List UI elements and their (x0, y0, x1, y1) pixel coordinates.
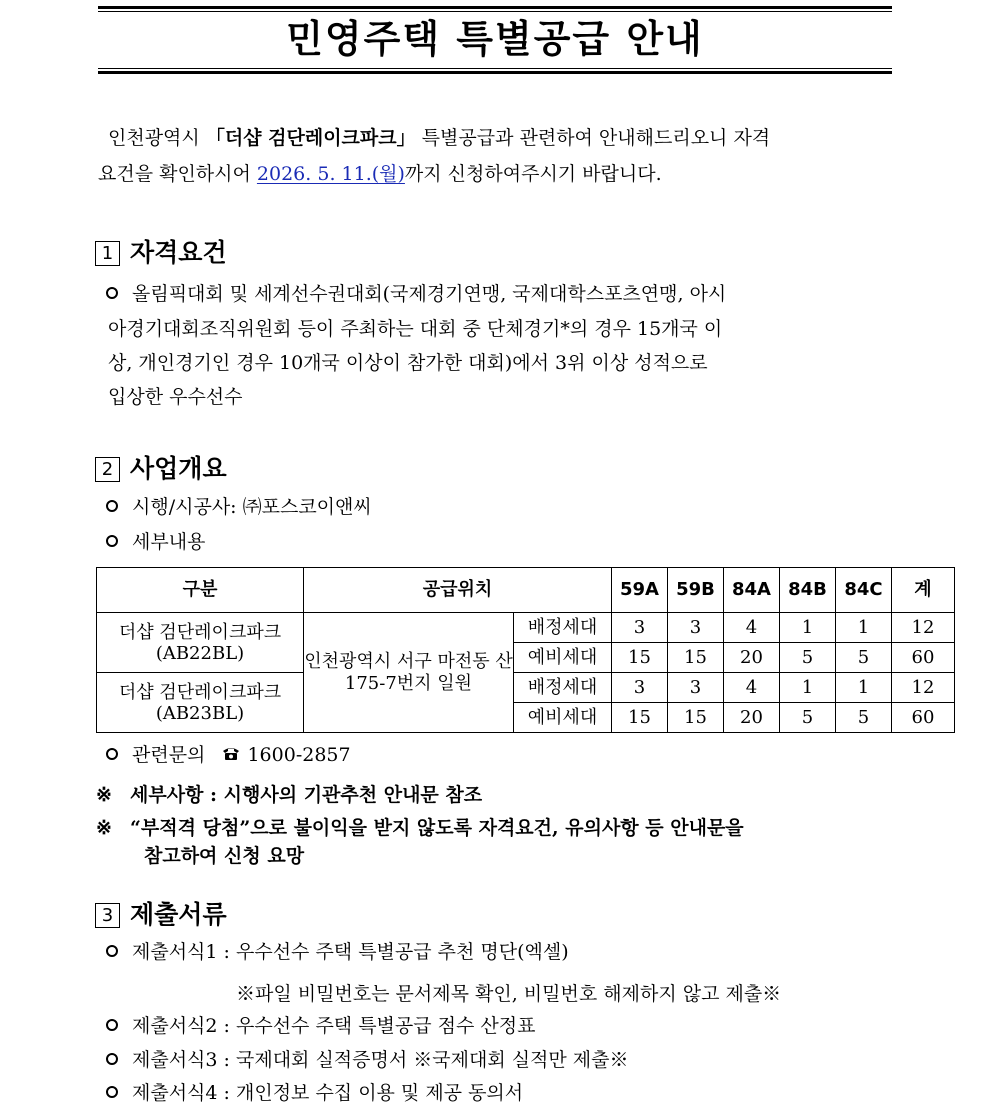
qualification-text: 상, 개인경기인 경우 10개국 이상이 참가한 대회)에서 3위 이상 성적으로 (108, 352, 708, 374)
cell-value: 1 (836, 673, 892, 703)
cell-total: 12 (892, 673, 955, 703)
row-type: 예비세대 (514, 643, 612, 673)
cell-value: 3 (612, 673, 668, 703)
section-title: 사업개요 (130, 454, 227, 483)
document-text: 제출서식3 : 국제대회 실적증명서 ※국제대회 실적만 제출※ (132, 1049, 629, 1071)
document-text: 제출서식2 : 우수선수 주택 특별공급 점수 산정표 (132, 1015, 536, 1037)
document-note: ※파일 비밀번호는 문서제목 확인, 비밀번호 해제하지 않고 제출※ (236, 983, 782, 1005)
intro-text: 인천광역시 (108, 127, 206, 149)
qualification-line-2 (108, 316, 722, 342)
page-title: 민영주택 특별공급 안내 (286, 17, 704, 61)
section-heading-overview (95, 452, 227, 486)
builder-line (106, 494, 372, 520)
section-title: 제출서류 (130, 900, 227, 929)
site-cell (97, 673, 304, 733)
cell-value: 5 (836, 703, 892, 733)
note-text: 참고하여 신청 요망 (144, 845, 305, 867)
cell-value: 15 (668, 703, 724, 733)
cell-value: 5 (780, 703, 836, 733)
document-form-4 (106, 1080, 523, 1106)
document-form-1 (106, 939, 569, 965)
cell-value: 1 (836, 613, 892, 643)
cell-value: 15 (668, 643, 724, 673)
cell-total: 12 (892, 613, 955, 643)
reference-mark: ※ (96, 784, 112, 806)
cell-value: 3 (612, 613, 668, 643)
location-cell: 인천광역시 서구 마전동 산 175-7번지 일원 (304, 613, 514, 733)
cell-value: 15 (612, 643, 668, 673)
intro-text: 까지 신청하여주시기 바랍니다. (404, 163, 662, 185)
phone-icon (221, 742, 241, 768)
site-name: 더샵 검단레이크파크 (118, 681, 282, 703)
supply-table (96, 567, 955, 733)
table-header-row (97, 568, 955, 613)
contact-line (106, 742, 351, 768)
intro-line-1 (108, 120, 908, 156)
bullet-circle-icon (106, 1053, 118, 1065)
row-type: 배정세대 (514, 613, 612, 643)
section-heading-documents (95, 898, 227, 932)
bullet-circle-icon (106, 1086, 118, 1098)
cell-value: 4 (724, 673, 780, 703)
site-name: 더샵 검단레이크파크 (118, 621, 282, 643)
section-number: 2 (95, 457, 120, 482)
bullet-circle-icon (106, 945, 118, 957)
header-type: 59A (612, 568, 668, 613)
title-rule-bottom-thick (98, 71, 892, 74)
header-category: 구분 (97, 568, 304, 613)
contact-number: 1600-2857 (247, 744, 351, 766)
document-text: 제출서식1 : 우수선수 주택 특별공급 추천 명단(엑셀) (132, 941, 569, 963)
header-type: 84C (836, 568, 892, 613)
cell-value: 1 (780, 613, 836, 643)
section-title: 자격요건 (130, 238, 227, 267)
cell-value: 15 (612, 703, 668, 733)
reference-mark: ※ (96, 817, 112, 839)
title-rule-bottom-thin (98, 68, 892, 69)
document-form-3 (106, 1047, 629, 1073)
qualification-text: 올림픽대회 및 세계선수권대회(국제경기연맹, 국제대학스포츠연맹, 아시 (132, 283, 727, 305)
header-type: 59B (668, 568, 724, 613)
note-text: “부적격 당첨”으로 불이익을 받지 않도록 자격요건, 유의사항 등 안내문을 (130, 817, 744, 839)
bullet-circle-icon (106, 1019, 118, 1031)
qualification-line-1 (106, 281, 726, 307)
project-name: 「더샵 검단레이크파크」 (205, 127, 416, 149)
header-type: 84B (780, 568, 836, 613)
section-heading-qualification (95, 236, 227, 270)
contact-label: 관련문의 (132, 744, 206, 766)
builder-text: 시행/시공사: ㈜포스코이앤씨 (132, 496, 372, 518)
header-type: 84A (724, 568, 780, 613)
bullet-circle-icon (106, 287, 118, 299)
intro-line-2 (98, 156, 898, 192)
title-rule-top-thin (98, 11, 892, 12)
cell-value: 20 (724, 703, 780, 733)
section-number: 1 (95, 241, 120, 266)
site-code: (AB23BL) (155, 702, 245, 724)
cell-total: 60 (892, 703, 955, 733)
deadline-date: 2026. 5. 11.(월) (256, 163, 405, 185)
row-type: 배정세대 (514, 673, 612, 703)
intro-text: 특별공급과 관련하여 안내해드리오니 자격 (421, 127, 771, 149)
cell-total: 60 (892, 643, 955, 673)
document-form-1-note (236, 981, 781, 1007)
intro-text: 요건을 확인하시어 (98, 163, 257, 185)
row-type: 예비세대 (514, 703, 612, 733)
header-total: 계 (892, 568, 955, 613)
site-code: (AB22BL) (155, 642, 245, 664)
document-form-2 (106, 1013, 535, 1039)
cell-value: 4 (724, 613, 780, 643)
header-location: 공급위치 (304, 568, 612, 613)
qualification-line-4 (108, 384, 243, 410)
cell-value: 3 (668, 613, 724, 643)
cell-value: 20 (724, 643, 780, 673)
qualification-text: 아경기대회조직위원회 등이 주최하는 대회 중 단체경기*의 경우 15개국 이 (108, 318, 723, 340)
note-warning-cont (144, 842, 304, 870)
site-cell (97, 613, 304, 673)
bullet-circle-icon (106, 748, 118, 760)
qualification-line-3 (108, 350, 708, 376)
cell-value: 1 (780, 673, 836, 703)
bullet-circle-icon (106, 500, 118, 512)
bullet-circle-icon (106, 535, 118, 547)
title-rule-top-thick (98, 6, 892, 9)
note-text: 세부사항 : 시행사의 기관추천 안내문 참조 (130, 784, 483, 806)
cell-value: 5 (836, 643, 892, 673)
section-number: 3 (95, 903, 120, 928)
table-row (97, 613, 955, 643)
details-label: 세부내용 (132, 531, 206, 553)
qualification-text: 입상한 우수선수 (108, 386, 243, 408)
details-line (106, 529, 205, 555)
cell-value: 5 (780, 643, 836, 673)
document-text: 제출서식4 : 개인정보 수집 이용 및 제공 동의서 (132, 1082, 524, 1104)
note-details (96, 781, 482, 809)
cell-value: 3 (668, 673, 724, 703)
table-row (97, 673, 955, 703)
note-warning (96, 814, 744, 842)
